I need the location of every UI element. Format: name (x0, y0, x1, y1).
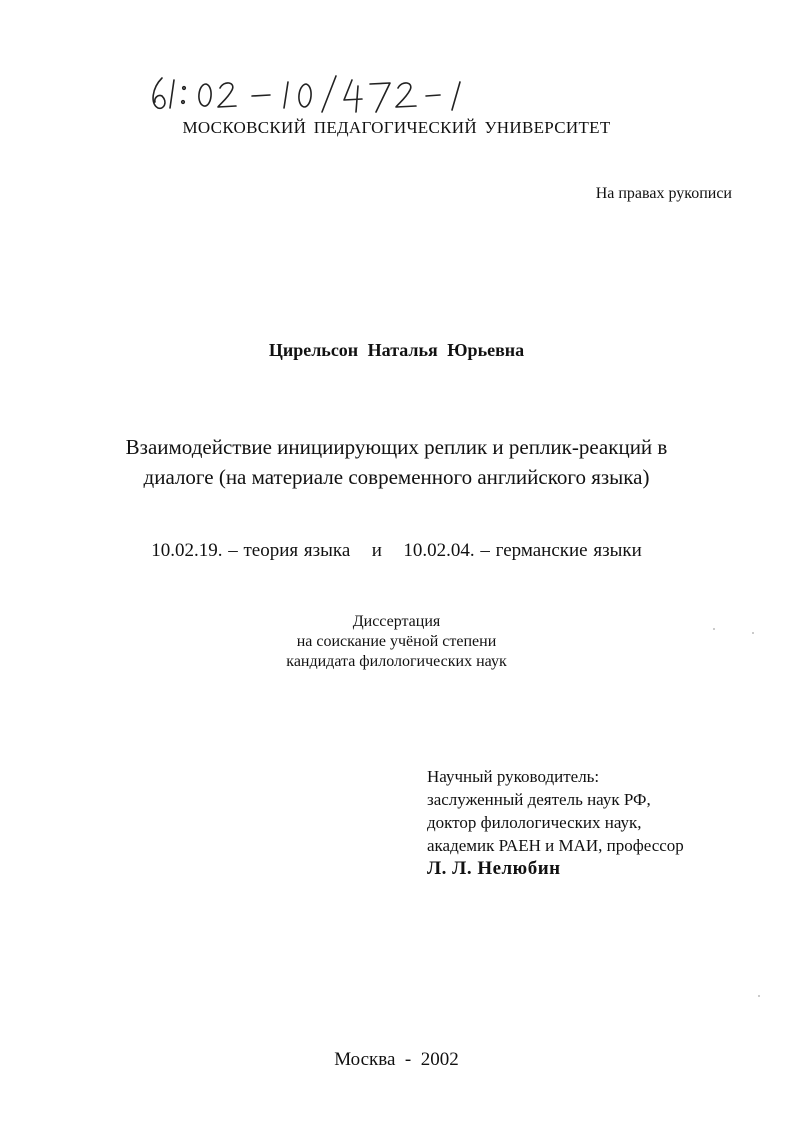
specialty-name: – теория языка (228, 540, 351, 561)
scientific-supervisor (427, 765, 757, 880)
author-name: Цирельсон Наталья Юрьевна (268, 340, 525, 360)
specialty-code: 10.02.04. (403, 540, 475, 561)
specialty-code: 10.02.19. (151, 540, 223, 561)
supervisor-title-line: заслуженный деятель наук РФ, (427, 790, 651, 809)
supervisor-title-line: академик РАЕН и МАИ, профессор (427, 836, 684, 855)
specialty-codes (0, 540, 793, 562)
scan-speck (713, 628, 715, 630)
dissertation-title (60, 432, 733, 492)
supervisor-name: Л. Л. Нелюбин (427, 858, 561, 879)
specialty-conjunction: и (371, 540, 382, 561)
supervisor-heading: Научный руководитель: (427, 767, 600, 786)
manuscript-rights-note: На правах рукописи (595, 185, 732, 202)
dissertation-title-line: диалоге (на материале современного английского языка) (143, 465, 650, 489)
degree-statement (0, 612, 793, 672)
degree-statement-line: кандидата филологических наук (286, 653, 507, 670)
scan-speck (758, 995, 760, 997)
dissertation-title-line: Взаимодействие инициирующих реплик и реплик-реакций в (125, 435, 668, 459)
university-name: МОСКОВСКИЙ ПЕДАГОГИЧЕСКИЙ УНИВЕРСИТЕТ (182, 118, 611, 137)
handwritten-archive-number (148, 70, 548, 120)
scan-speck (752, 632, 754, 634)
specialty-name: – германские языки (480, 540, 642, 561)
degree-statement-line: на соискание учёной степени (296, 633, 497, 650)
handwritten-archive-number-drawing (148, 70, 548, 120)
supervisor-title-line: доктор филологических наук, (427, 813, 642, 832)
degree-statement-line: Диссертация (352, 613, 441, 630)
city-and-year: Москва - 2002 (334, 1049, 459, 1070)
